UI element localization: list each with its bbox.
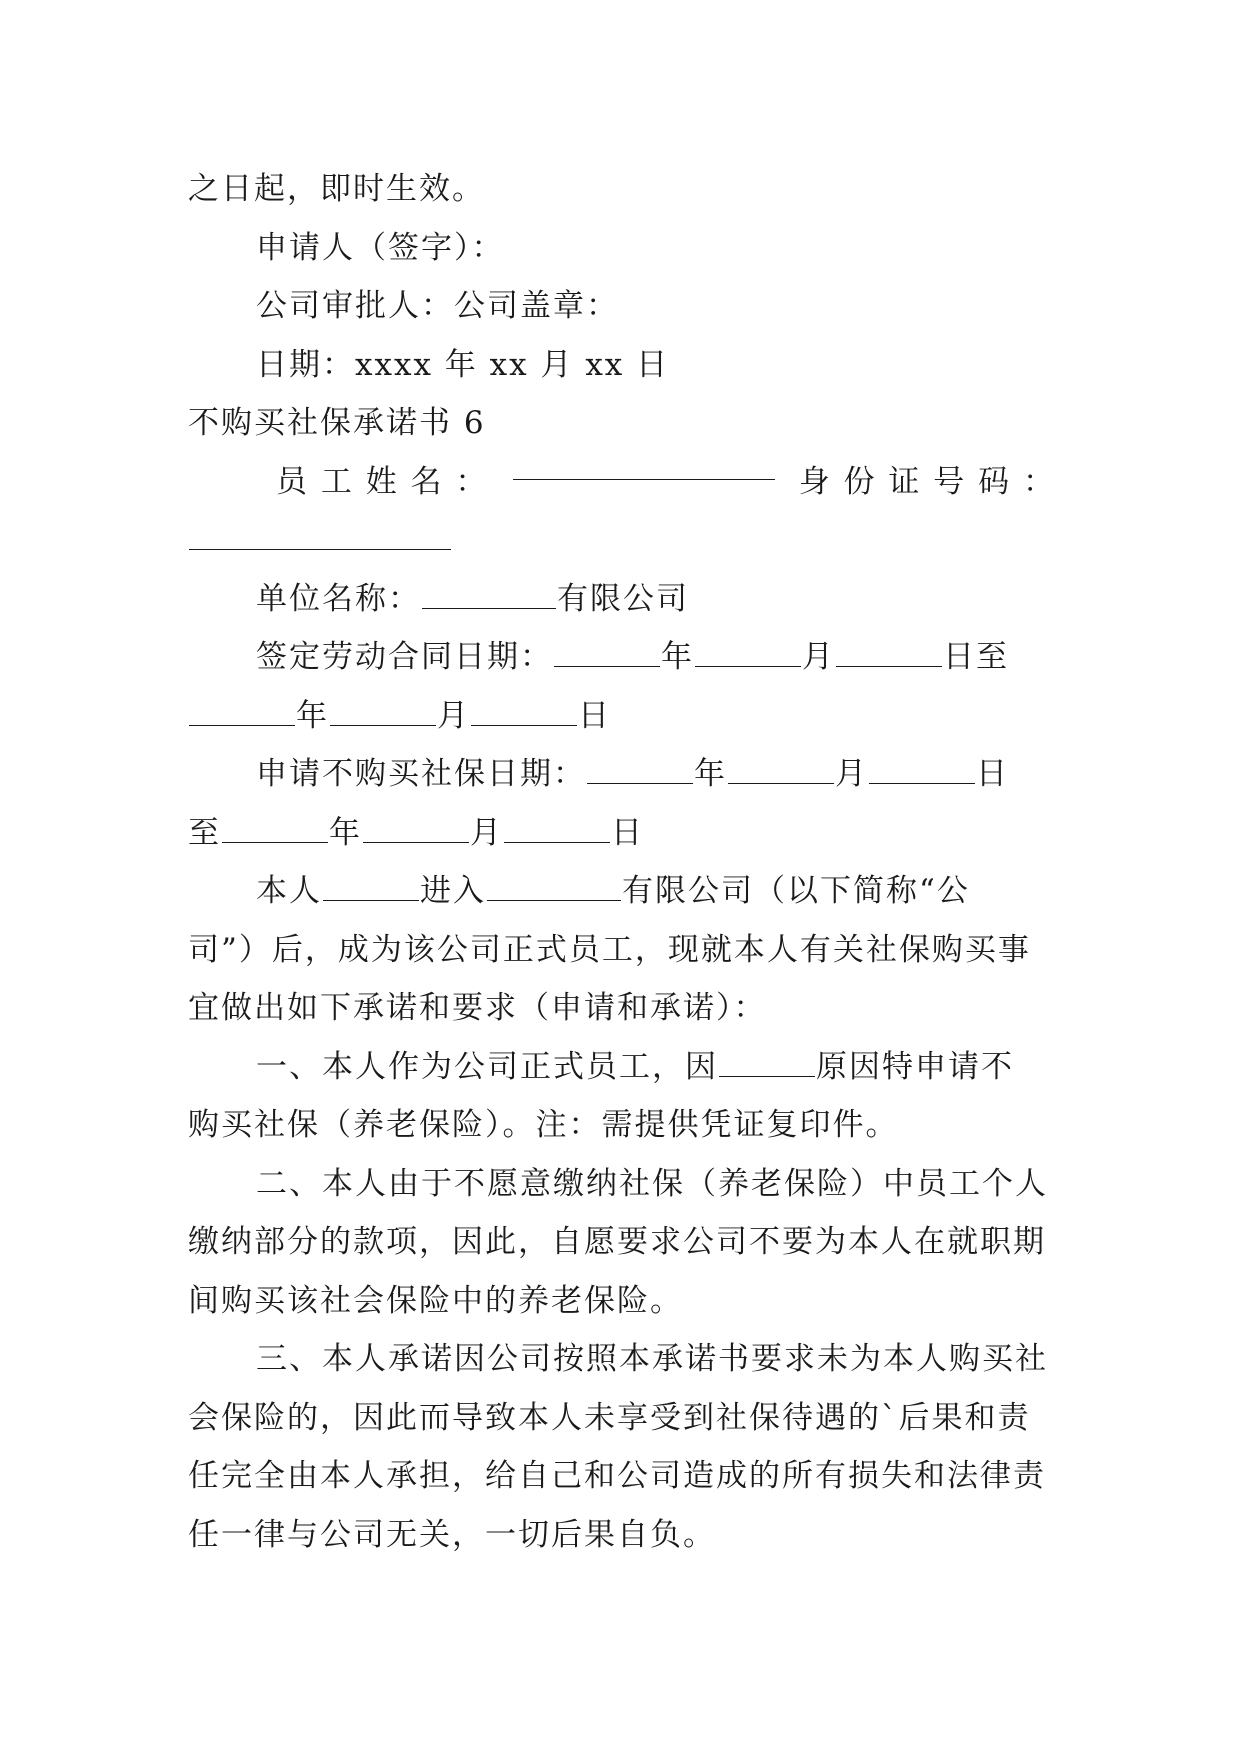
employee-name-label: 员 工 姓 名 ： [276,463,489,500]
contract-start-year-blank [554,640,660,667]
paragraph-intro-line2: 司”）后，成为该公司正式员工，现就本人有关社保购买事 [188,931,1031,968]
contract-start-month-blank [695,640,801,667]
approver-seal-line: 公司审批人：公司盖章： [256,288,619,324]
text-segment: 本人 [256,873,322,909]
item-two-line3: 间购买该社会保险中的养老保险。 [188,1282,683,1319]
item-one-line2: 购买社保（养老保险）。注：需提供凭证复印件。 [188,1107,899,1143]
item-three-line2: 会保险的，因此而导致本人未享受到社保待遇的`后果和责 [188,1399,1031,1436]
year-text: 年 [661,639,694,675]
unit-name-row [188,570,1056,629]
text-segment: 有限公司（以下简称“公 [622,873,970,909]
month-text: 月 [802,639,835,675]
apply-date-row [188,745,1056,804]
month-text: 月 [470,814,503,851]
document-page [188,160,1056,1564]
contract-end-row [188,687,1056,746]
section-title: 不购买社保承诺书 6 [188,405,486,441]
contract-end-year-blank [189,699,295,726]
apply-end-month-blank [363,816,469,843]
item-one-line1 [188,1038,1056,1097]
day-text: 日 [578,697,611,734]
reason-blank [719,1050,815,1077]
person-name-blank [323,874,419,901]
month-text: 月 [835,756,868,792]
paragraph-intro-line1 [188,862,1056,921]
apply-start-day-blank [869,757,975,784]
item-two-line2: 缴纳部分的款项，因此，自愿要求公司不要为本人在就职期 [188,1224,1046,1260]
text-segment: 原因特申请不 [816,1048,1014,1085]
year-text: 年 [296,697,329,734]
day-to-text: 日至 [943,639,1009,675]
contract-date-label: 签定劳动合同日期： [256,639,553,675]
unit-name-label: 单位名称： [256,580,421,617]
apply-date-label: 申请不购买社保日期： [256,756,586,792]
contract-start-day-blank [836,640,942,667]
day-text: 日 [611,814,644,851]
text-line-effective: 之日起，即时生效。 [188,171,485,207]
item-three-line1: 三、本人承诺因公司按照本承诺书要求未为本人购买社 [256,1341,1048,1377]
apply-start-month-blank [728,757,834,784]
employee-name-blank [513,453,775,480]
apply-end-year-blank [222,816,328,843]
month-text: 月 [437,697,470,734]
applicant-signature-line: 申请人（签字）： [256,229,505,266]
unit-name-blank [422,582,556,609]
year-text: 年 [694,756,727,792]
limited-company-text: 有限公司 [557,580,689,617]
apply-end-row [188,804,1056,863]
year-text: 年 [329,814,362,851]
date-line: 日期：xxxx 年 xx 月 xx 日 [256,346,670,383]
id-number-row [188,511,1056,570]
id-number-blank [189,523,451,550]
apply-to-text: 至 [188,814,221,851]
text-segment: 进入 [420,873,486,909]
item-three-line3: 任完全由本人承担，给自己和公司造成的所有损失和法律责 [188,1458,1046,1494]
contract-end-month-blank [330,699,436,726]
apply-start-year-blank [587,757,693,784]
text-segment: 一、本人作为公司正式员工，因 [256,1048,718,1085]
apply-end-day-blank [504,816,610,843]
employee-name-row [188,453,1056,512]
paragraph-intro-line3: 宜做出如下承诺和要求（申请和承诺）： [188,990,767,1026]
company-name-blank [487,874,621,901]
item-three-line4: 任一律与公司无关，一切后果自负。 [188,1516,716,1553]
item-two-line1: 二、本人由于不愿意缴纳社保（养老保险）中员工个人 [256,1165,1048,1202]
contract-end-day-blank [471,699,577,726]
day-text: 日 [976,756,1009,792]
id-number-label: 身 份 证 号 码 ： [798,463,1056,500]
contract-date-row [188,628,1056,687]
